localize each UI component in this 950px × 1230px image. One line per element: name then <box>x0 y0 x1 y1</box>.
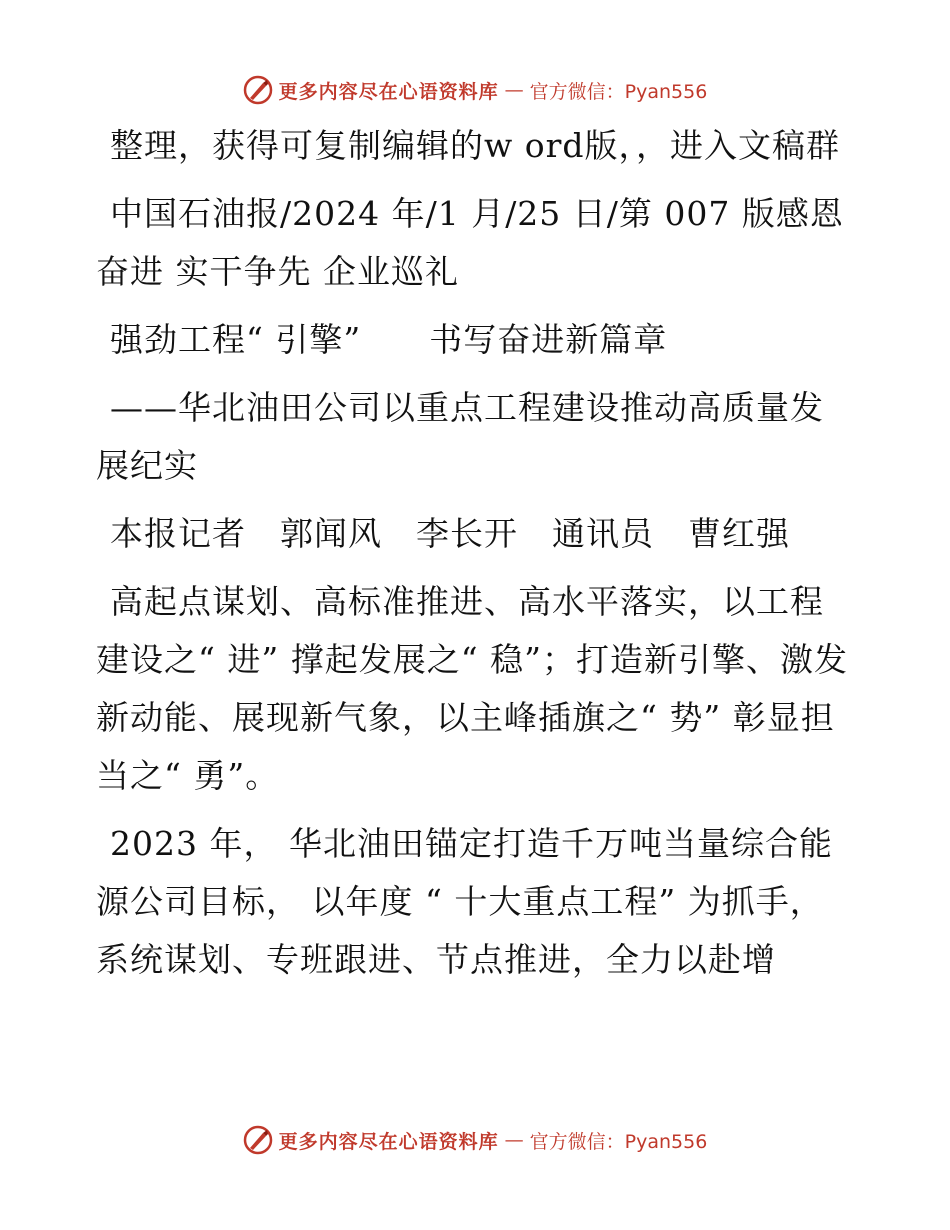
paragraph-body: 2023 年， 华北油田锚定打造千万吨当量综合能源公司目标， 以年度 “ 十大重点工程” 为抓手，系统谋划、专班跟进、节点推进，全力以赴增 <box>96 824 833 979</box>
article-title: 强劲工程“ 引擎” 书写奋进新篇章 <box>110 320 668 359</box>
quill-pen-logo-icon <box>243 1125 273 1155</box>
banner-slogan: 更多内容尽在心语资料库 <box>278 80 499 103</box>
banner-contact: 官方微信：Pyan556 <box>529 80 708 103</box>
footer-banner <box>0 1120 950 1160</box>
document-body <box>96 117 856 999</box>
article-byline: 本报记者 郭闻风 李长开 通讯员 曹红强 <box>110 514 790 553</box>
header-banner <box>0 70 950 110</box>
paragraph-intro: 整理，获得可复制编辑的w ord版，，进入文稿群 <box>110 126 841 165</box>
banner-dash: — <box>504 1129 524 1151</box>
quill-pen-logo-icon <box>243 75 273 105</box>
banner-slogan: 更多内容尽在心语资料库 <box>278 1130 499 1153</box>
paragraph-lead: 高起点谋划、高标准推进、高水平落实，以工程建设之“ 进” 撑起发展之“ 稳”；打造新引擎、激发新动能、展现新气象，以主峰插旗之“ 势” 彰显担当之“ 勇”。 <box>96 582 848 795</box>
banner-dash: — <box>504 79 524 101</box>
article-subtitle: ——华北油田公司以重点工程建设推动高质量发展纪实 <box>96 388 824 485</box>
banner-contact: 官方微信：Pyan556 <box>529 1130 708 1153</box>
paragraph-source: 中国石油报/2024 年/1 月/25 日/第 007 版感恩奋进 实干争先 企业巡礼 <box>96 194 844 291</box>
